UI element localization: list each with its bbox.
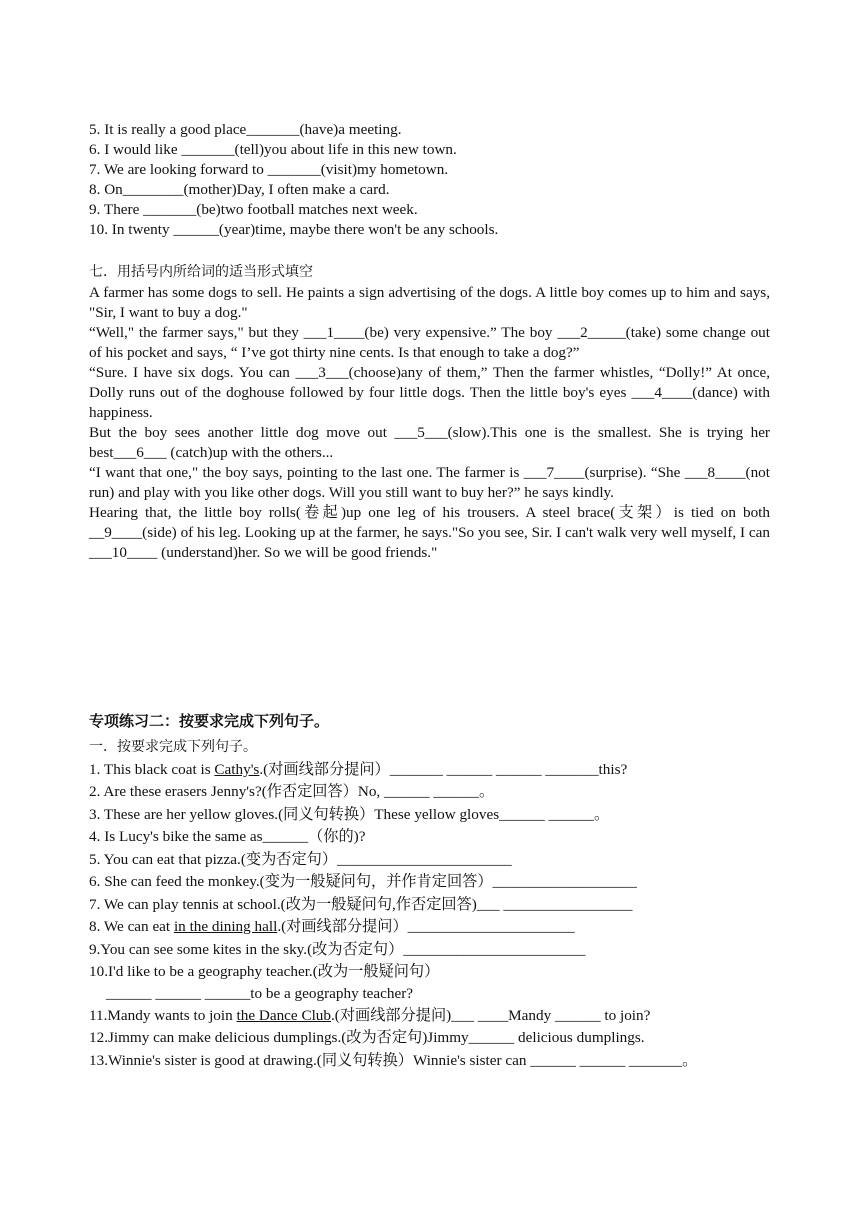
passage-paragraph-1: A farmer has some dogs to sell. He paints a sign advertising of the dogs. A little boy comes up to him and says, "Sir, I want to buy a dog." [89,284,770,321]
question-10-answer-line: ______ ______ ______to be a geography teacher? [106,985,414,1002]
underlined-phrase: the Dance Club [236,1007,331,1024]
exercise-2-subtitle: 一．按要求完成下列句子。 [89,739,257,755]
exercise-2-title: 专项练习二：按要求完成下列句子。 [89,712,330,730]
passage-paragraph-4: But the boy sees another little dog move out ___5___(slow).This one is the smallest. She is trying her best___6___ (catch)up with the others... [89,424,770,461]
passage-paragraph-5: “I want that one," the boy says, pointing to the last one. The farmer is ___7____(surprise). “She ___8____(not run) and play with you like other dogs. Will you still want to buy her?” he says kindly. [89,464,770,501]
exercise-item-10: 10. In twenty ______(year)time, maybe there won't be any schools. [89,221,499,238]
question-5: 5. You can eat that pizza.(变为否定句）_______________________ [89,851,512,868]
question-9: 9.You can see some kites in the sky.(改为否定句）________________________ [89,941,586,958]
exercise-item-5: 5. It is really a good place_______(have)a meeting. [89,121,402,138]
underlined-phrase: Cathy's [214,761,260,778]
passage-paragraph-3: “Sure. I have six dogs. You can ___3___(choose)any of them,” Then the farmer whistles, “Dolly!” At once, Dolly runs out of the doghouse followed by four little dogs. Then the little boy's eyes ___4____(dance) with happiness. [89,364,770,421]
question-8: 8. We can eat in the dining hall.(对画线部分提问）______________________ [89,918,575,935]
passage [89,283,770,563]
passage-paragraph-6: Hearing that, the little boy rolls(卷起)up one leg of his trousers. A steel brace(支架）is tied on both __9____(side) of his leg. Looking up at the farmer, he says."So you see, Sir. I can't walk very well myself, I can ___10____ (understand)her. So we will be good friends." [89,504,770,561]
exercise-item-9: 9. There _______(be)two football matches next week. [89,201,418,218]
underlined-phrase: in the dining hall [173,918,278,935]
question-3: 3. These are her yellow gloves.(同义句转换）These yellow gloves______ ______。 [89,806,610,823]
question-7: 7. We can play tennis at school.(改为一般疑问句,作否定回答)___ _________________ [89,896,633,913]
question-6: 6. She can feed the monkey.(变为一般疑问句，并作肯定回答）___________________ [89,873,637,890]
question-2: 2. Are these erasers Jenny's?(作否定回答）No, ______ ______。 [89,783,495,800]
question-13: 13.Winnie's sister is good at drawing.(同义句转换）Winnie's sister can ______ ______ _______。 [89,1052,698,1069]
exercise-item-8: 8. On________(mother)Day, I often make a card. [89,181,390,198]
question-11: 11.Mandy wants to join the Dance Club.(对画线部分提问)___ ____Mandy ______ to join? [89,1007,651,1024]
question-4: 4. Is Lucy's bike the same as______（你的)? [89,828,366,845]
question-12: 12.Jimmy can make delicious dumplings.(改为否定句)Jimmy______ delicious dumplings. [89,1029,645,1046]
passage-paragraph-2: “Well," the farmer says," but they ___1____(be) very expensive.” The boy ___2_____(take) some change out of his pocket and says, “ I’ve got thirty nine cents. Is that enough to take a dog?” [89,324,770,361]
question-10: 10.I'd like to be a geography teacher.(改为一般疑问句） [89,963,440,980]
question-1: 1. This black coat is Cathy's.(对画线部分提问）_______ ______ ______ _______this? [89,761,628,778]
exercise-item-7: 7. We are looking forward to _______(visit)my hometown. [89,161,449,178]
exercise-item-6: 6. I would like _______(tell)you about life in this new town. [89,141,457,158]
section-7-title: 七．用括号内所给词的适当形式填空 [89,264,313,280]
